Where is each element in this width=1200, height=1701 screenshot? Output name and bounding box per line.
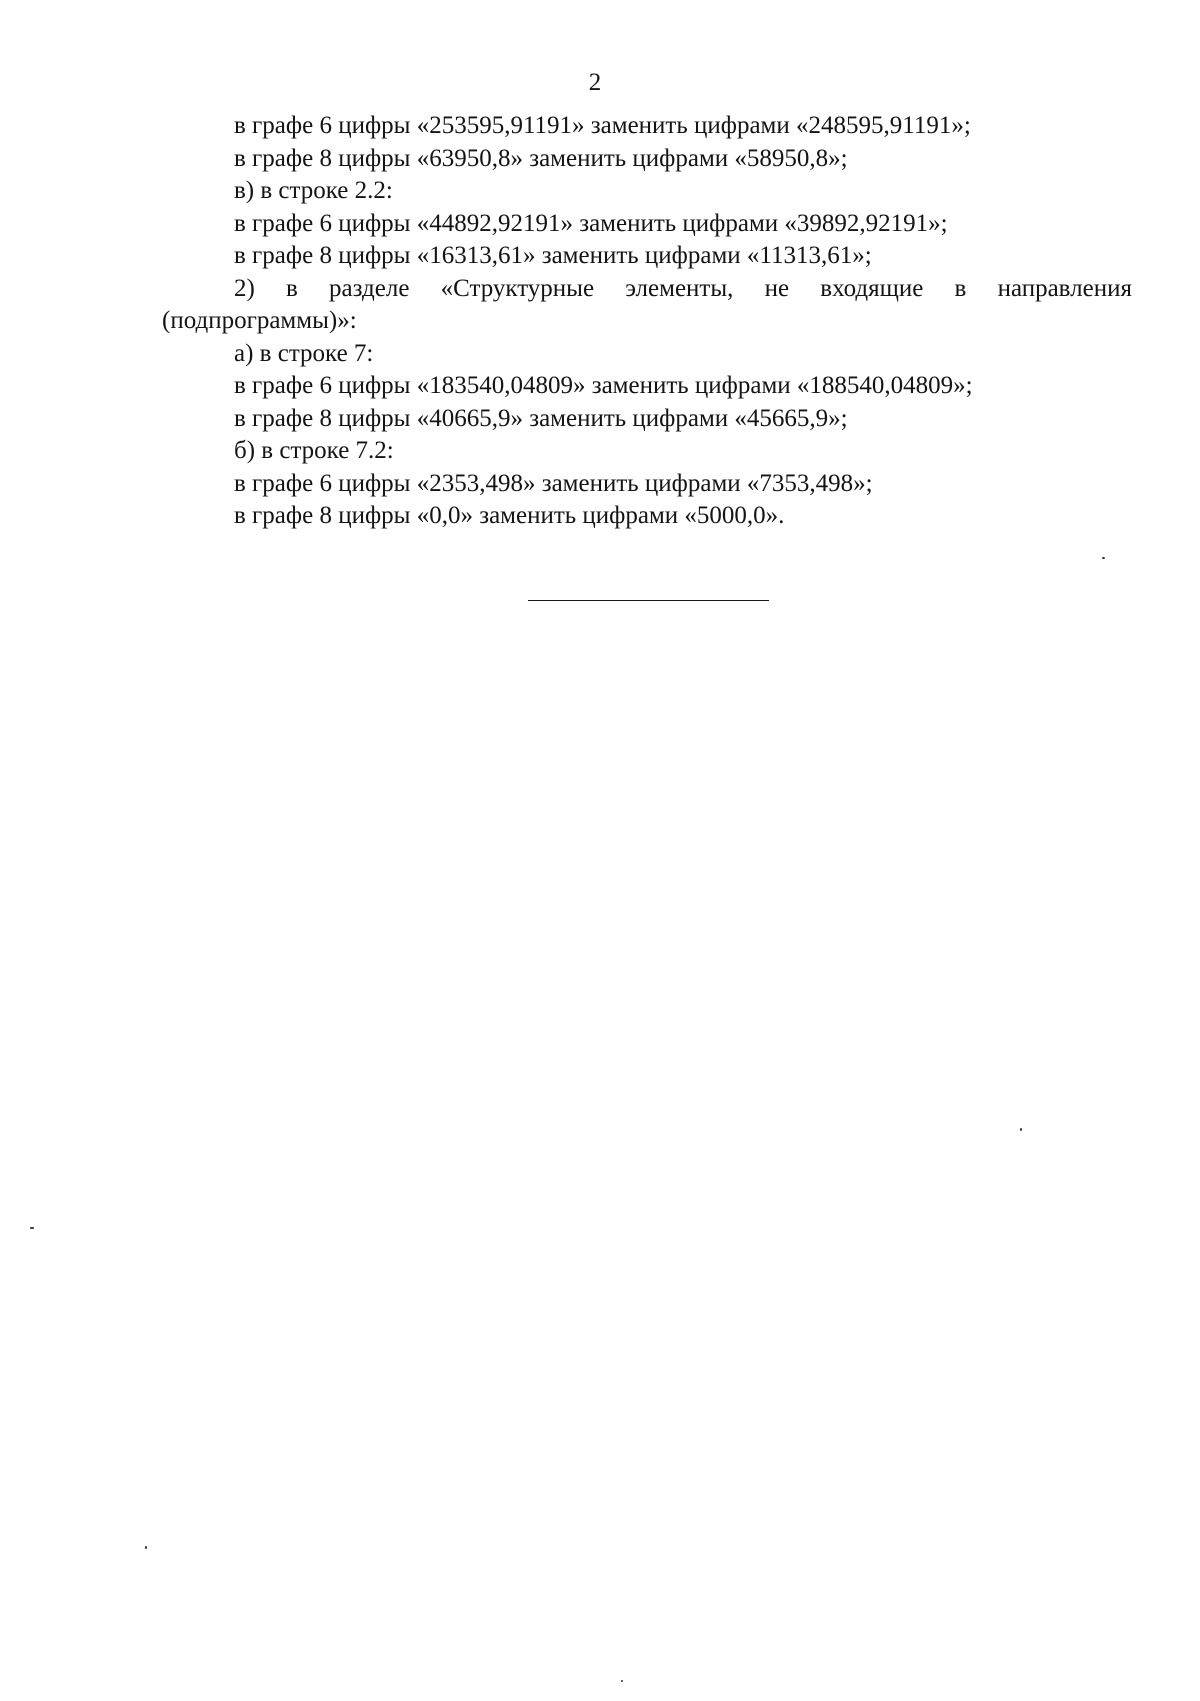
subsection-heading: в) в строке 2.2: xyxy=(234,177,393,204)
document-body xyxy=(162,110,1132,533)
scan-speck xyxy=(621,1680,623,1682)
amendment-line: в графе 6 цифры «2353,498» заменить цифрами «7353,498»; xyxy=(234,469,873,497)
scan-speck xyxy=(1020,1128,1022,1131)
amendment-line: в графе 8 цифры «40665,9» заменить цифрами «45665,9»; xyxy=(234,404,848,432)
amendment-line: в графе 8 цифры «16313,61» заменить цифрами «11313,61»; xyxy=(234,242,872,269)
amendment-line: в графе 6 цифры «183540,04809» заменить цифрами «188540,04809»; xyxy=(234,372,973,399)
amendment-line: в графе 6 цифры «253595,91191» заменить цифрами «248595,91191»; xyxy=(234,112,971,139)
scan-speck xyxy=(145,1546,147,1549)
amendment-line: в графе 8 цифры «63950,8» заменить цифрами «58950,8»; xyxy=(234,144,848,172)
section-paragraph: 2) в разделе «Структурные элементы, не входящие в направления (подпрограммы)»: xyxy=(162,274,1132,334)
subsection-heading: а) в строке 7: xyxy=(234,339,374,367)
end-separator-line xyxy=(528,600,769,601)
amendment-line: в графе 6 цифры «44892,92191» заменить цифрами «39892,92191»; xyxy=(234,209,948,237)
scan-speck xyxy=(30,1227,34,1229)
amendment-line: в графе 8 цифры «0,0» заменить цифрами «5000,0». xyxy=(234,502,785,529)
subsection-heading: б) в строке 7.2: xyxy=(234,437,394,464)
scan-speck xyxy=(1102,557,1105,559)
page-number: 2 xyxy=(588,69,602,96)
